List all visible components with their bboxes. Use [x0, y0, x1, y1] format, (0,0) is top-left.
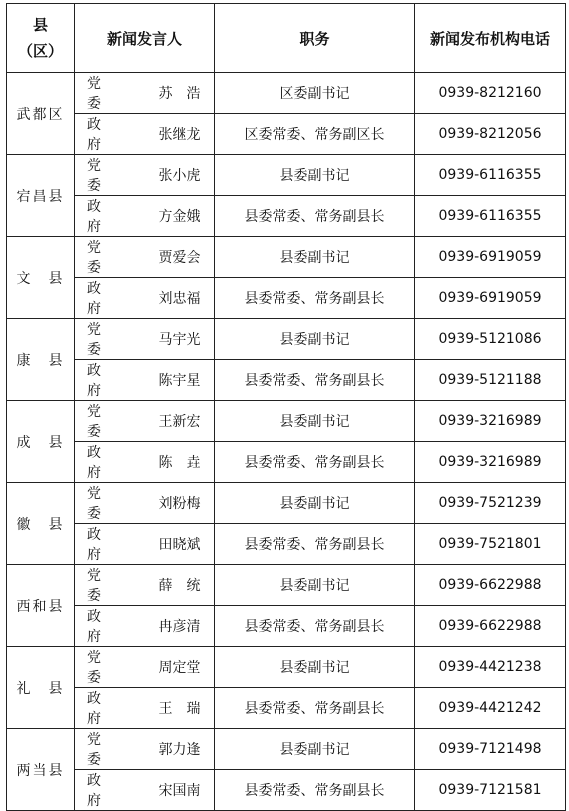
position-cell: 县委副书记 — [215, 647, 415, 688]
phone-cell: 0939-8212056 — [415, 114, 566, 155]
phone-cell: 0939-3216989 — [415, 401, 566, 442]
org-cell: 政 府 — [75, 360, 145, 401]
org-cell: 政 府 — [75, 770, 145, 811]
header-county — [7, 4, 75, 73]
table-row — [7, 565, 566, 606]
county-cell: 康 县 — [7, 319, 75, 401]
position-cell: 县委副书记 — [215, 483, 415, 524]
table-row — [7, 647, 566, 688]
org-cell: 党 委 — [75, 237, 145, 278]
name-cell: 刘忠福 — [145, 278, 215, 319]
position-cell: 区委常委、常务副区长 — [215, 114, 415, 155]
name-cell: 贾爱会 — [145, 237, 215, 278]
org-cell: 政 府 — [75, 114, 145, 155]
phone-cell: 0939-7521801 — [415, 524, 566, 565]
county-cell: 武都区 — [7, 73, 75, 155]
phone-cell: 0939-6622988 — [415, 606, 566, 647]
name-cell: 王 瑞 — [145, 688, 215, 729]
phone-cell: 0939-6919059 — [415, 278, 566, 319]
phone-cell: 0939-6622988 — [415, 565, 566, 606]
table-row — [7, 606, 566, 647]
org-cell: 政 府 — [75, 278, 145, 319]
org-cell: 政 府 — [75, 606, 145, 647]
org-cell: 党 委 — [75, 483, 145, 524]
name-cell: 陈 垚 — [145, 442, 215, 483]
phone-cell: 0939-5121188 — [415, 360, 566, 401]
position-cell: 县委副书记 — [215, 729, 415, 770]
position-cell: 县委常委、常务副县长 — [215, 606, 415, 647]
position-cell: 县委常委、常务副县长 — [215, 196, 415, 237]
header-phone: 新闻发布机构电话 — [415, 4, 566, 73]
name-cell: 马宇光 — [145, 319, 215, 360]
table-body — [7, 73, 566, 811]
header-county-line1: 县 — [32, 16, 48, 34]
org-cell: 党 委 — [75, 155, 145, 196]
phone-cell: 0939-7121581 — [415, 770, 566, 811]
phone-cell: 0939-4421238 — [415, 647, 566, 688]
phone-cell: 0939-7121498 — [415, 729, 566, 770]
phone-cell: 0939-7521239 — [415, 483, 566, 524]
phone-cell: 0939-8212160 — [415, 73, 566, 114]
position-cell: 县委副书记 — [215, 565, 415, 606]
table-row — [7, 483, 566, 524]
org-cell: 党 委 — [75, 401, 145, 442]
position-cell: 县委常委、常务副县长 — [215, 360, 415, 401]
county-cell: 西和县 — [7, 565, 75, 647]
position-cell: 县委常委、常务副县长 — [215, 278, 415, 319]
position-cell: 县委副书记 — [215, 237, 415, 278]
org-cell: 党 委 — [75, 729, 145, 770]
header-row — [7, 4, 566, 73]
table-row — [7, 155, 566, 196]
county-cell: 礼 县 — [7, 647, 75, 729]
position-cell: 区委副书记 — [215, 73, 415, 114]
position-cell: 县委常委、常务副县长 — [215, 688, 415, 729]
county-cell: 徽 县 — [7, 483, 75, 565]
org-cell: 党 委 — [75, 319, 145, 360]
org-cell: 党 委 — [75, 565, 145, 606]
county-cell: 两当县 — [7, 729, 75, 811]
name-cell: 田晓斌 — [145, 524, 215, 565]
table-row — [7, 278, 566, 319]
name-cell: 宋国南 — [145, 770, 215, 811]
table-row — [7, 196, 566, 237]
header-spokesperson: 新闻发言人 — [75, 4, 215, 73]
org-cell: 政 府 — [75, 524, 145, 565]
name-cell: 陈宇星 — [145, 360, 215, 401]
phone-cell: 0939-6919059 — [415, 237, 566, 278]
org-cell: 党 委 — [75, 73, 145, 114]
table-row — [7, 401, 566, 442]
position-cell: 县委副书记 — [215, 155, 415, 196]
org-cell: 政 府 — [75, 442, 145, 483]
org-cell: 党 委 — [75, 647, 145, 688]
name-cell: 方金娥 — [145, 196, 215, 237]
county-cell: 宕昌县 — [7, 155, 75, 237]
phone-cell: 0939-4421242 — [415, 688, 566, 729]
position-cell: 县委常委、常务副县长 — [215, 442, 415, 483]
county-cell: 文 县 — [7, 237, 75, 319]
position-cell: 县委常委、常务副县长 — [215, 524, 415, 565]
org-cell: 政 府 — [75, 688, 145, 729]
name-cell: 张小虎 — [145, 155, 215, 196]
name-cell: 冉彦清 — [145, 606, 215, 647]
phone-cell: 0939-6116355 — [415, 155, 566, 196]
phone-cell: 0939-5121086 — [415, 319, 566, 360]
name-cell: 薛 统 — [145, 565, 215, 606]
header-county-line2: （区） — [17, 42, 63, 60]
name-cell: 苏 浩 — [145, 73, 215, 114]
table-row — [7, 360, 566, 401]
county-cell: 成 县 — [7, 401, 75, 483]
table-row — [7, 524, 566, 565]
table-row — [7, 442, 566, 483]
table-row — [7, 237, 566, 278]
table-row — [7, 770, 566, 811]
position-cell: 县委常委、常务副县长 — [215, 770, 415, 811]
name-cell: 刘粉梅 — [145, 483, 215, 524]
phone-cell: 0939-6116355 — [415, 196, 566, 237]
table-row — [7, 688, 566, 729]
table-row — [7, 729, 566, 770]
table-row — [7, 73, 566, 114]
position-cell: 县委副书记 — [215, 401, 415, 442]
name-cell: 张继龙 — [145, 114, 215, 155]
org-cell: 政 府 — [75, 196, 145, 237]
name-cell: 郭力逢 — [145, 729, 215, 770]
phone-cell: 0939-3216989 — [415, 442, 566, 483]
name-cell: 王新宏 — [145, 401, 215, 442]
name-cell: 周定堂 — [145, 647, 215, 688]
header-position: 职务 — [215, 4, 415, 73]
spokesperson-table — [6, 3, 566, 811]
position-cell: 县委副书记 — [215, 319, 415, 360]
table-row — [7, 114, 566, 155]
table-row — [7, 319, 566, 360]
